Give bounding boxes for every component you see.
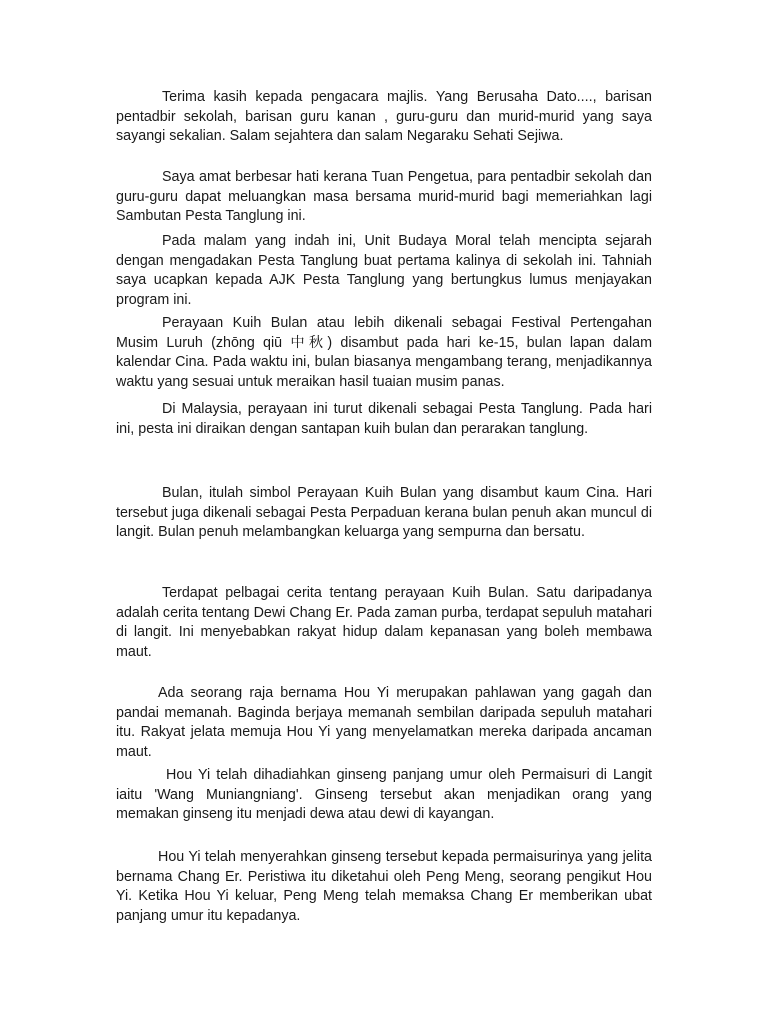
paragraph-3: Pada malam yang indah ini, Unit Budaya Moral telah mencipta sejarah dengan mengadakan Pesta Tanglung buat pertama kalinya di sekolah ini. Tahniah saya ucapkan kepada AJK Pesta Tanglung yang bertungkus lumus menjayakan program ini. xyxy=(116,233,652,308)
paragraph-7: Terdapat pelbagai cerita tentang perayaan Kuih Bulan. Satu daripadanya adalah cerita tentang Dewi Chang Er. Pada zaman purba, terdapat sepuluh matahari di langit. Ini menyebabkan rakyat hidup dalam kepanasan yang boleh membawa maut. xyxy=(116,585,652,660)
paragraph-9: Hou Yi telah dihadiahkan ginseng panjang umur oleh Permaisuri di Langit iaitu 'Wang Muniangniang'. Ginseng tersebut akan menjadikan orang yang memakan ginseng itu menjadi dewa atau dewi di kayangan. xyxy=(116,767,652,822)
paragraph-2: Saya amat berbesar hati kerana Tuan Pengetua, para pentadbir sekolah dan guru-guru dapat meluangkan masa bersama murid-murid bagi memeriahkan lagi Sambutan Pesta Tanglung ini. xyxy=(116,169,652,224)
paragraph-1: Terima kasih kepada pengacara majlis. Yang Berusaha Dato...., barisan pentadbir sekolah, barisan guru kanan , guru-guru dan murid-murid yang saya sayangi sekalian. Salam sejahtera dan salam Negaraku Sehati Sejiwa. xyxy=(116,89,652,144)
paragraph-10: Hou Yi telah menyerahkan ginseng tersebut kepada permaisurinya yang jelita bernama Chang Er. Peristiwa itu diketahui oleh Peng Meng, seorang pengikut Hou Yi. Ketika Hou Yi keluar, Peng Meng telah memaksa Chang Er memberikan ubat panjang umur itu kepadanya. xyxy=(116,849,652,924)
paragraph-4: Perayaan Kuih Bulan atau lebih dikenali sebagai Festival Pertengahan Musim Luruh (zhōng qiū 中秋) disambut pada hari ke-15, bulan lapan dalam kalendar Cina. Pada waktu ini, bulan biasanya mengambang terang, menjadikannya waktu yang sesuai untuk meraikan hasil tuaian musim panas. xyxy=(116,315,652,390)
paragraph-5: Di Malaysia, perayaan ini turut dikenali sebagai Pesta Tanglung. Pada hari ini, pesta ini diraikan dengan santapan kuih bulan dan perarakan tanglung. xyxy=(116,401,652,437)
paragraph-8: Ada seorang raja bernama Hou Yi merupakan pahlawan yang gagah dan pandai memanah. Baginda berjaya memanah sembilan daripada sepuluh matahari itu. Rakyat jelata memuja Hou Yi yang menyelamatkan mereka daripada ancaman maut. xyxy=(116,685,652,760)
paragraph-6: Bulan, itulah simbol Perayaan Kuih Bulan yang disambut kaum Cina. Hari tersebut juga dikenali sebagai Pesta Perpaduan kerana bulan penuh akan muncul di langit. Bulan penuh melambangkan keluarga yang sempurna dan bersatu. xyxy=(116,485,652,540)
